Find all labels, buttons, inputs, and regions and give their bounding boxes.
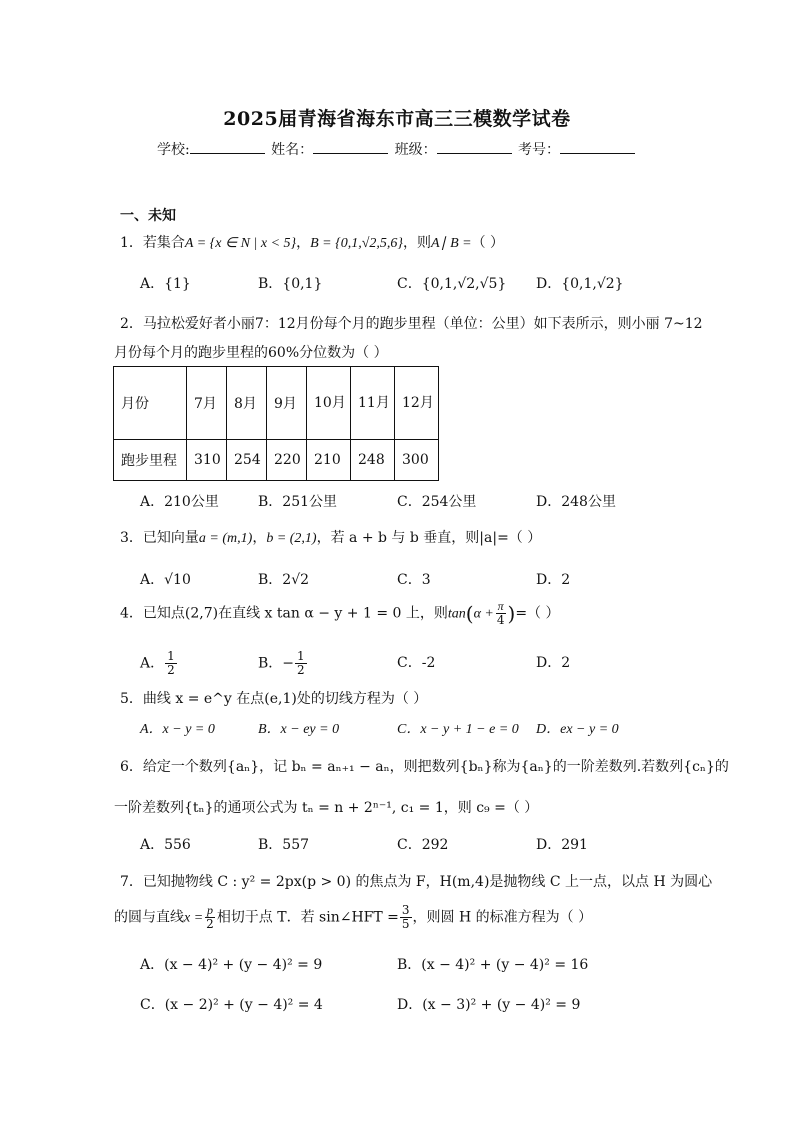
q3-vector-a: a = (m,1)	[198, 531, 253, 546]
q2-option-d[interactable]: D．248公里	[536, 494, 616, 510]
q4-option-d[interactable]: D．2	[536, 655, 571, 671]
q4-option-b[interactable]	[258, 650, 308, 677]
page-title: 2025届青海省海东市高三三模数学试卷	[223, 108, 571, 130]
q3-option-c[interactable]: C．3	[397, 572, 431, 588]
q1-option-a[interactable]: A．{1}	[140, 276, 191, 292]
question-1	[120, 232, 504, 252]
table-cell: 9月	[267, 367, 307, 440]
table-cell: 7月	[187, 367, 227, 440]
q4-option-b-frac	[295, 650, 307, 677]
table-cell: 10月	[307, 367, 351, 440]
table-cell: 310	[187, 440, 227, 481]
question-5: 5．曲线 x = e^y 在点(e,1)处的切线方程为（ ）	[120, 691, 428, 707]
table-row	[114, 440, 439, 481]
name-label: 姓名：	[271, 142, 314, 158]
table-cell: 月份	[114, 367, 187, 440]
frac-num: 1	[297, 649, 305, 663]
q1-option-b[interactable]: B．{0,1}	[258, 276, 323, 292]
q4-alpha-plus: α +	[473, 606, 494, 622]
q4-option-b-label: B．−	[258, 655, 295, 672]
q7-line2-pre: 的圆与直线	[114, 909, 184, 926]
q4-four: 4	[496, 613, 505, 627]
frac-den: 2	[297, 663, 305, 677]
q7-option-c[interactable]: C．(x − 2)² + (y − 4)² = 4	[140, 997, 323, 1013]
q7-p-over-2	[204, 904, 216, 931]
frac-num: 1	[167, 649, 175, 663]
q1-then: ，则	[403, 235, 432, 251]
q1-sep: ，	[296, 235, 311, 251]
exam-no-label: 考号：	[518, 142, 561, 158]
q4-eq: =（ ）	[515, 605, 560, 622]
exam-no-blank[interactable]	[560, 141, 635, 154]
q1-set-b: B = {0,1,√2,5,6}	[310, 236, 404, 251]
question-3	[120, 527, 541, 547]
frac-den: 5	[401, 917, 410, 931]
q2-option-c[interactable]: C．254公里	[397, 494, 477, 510]
q6-option-a[interactable]: A．556	[140, 837, 191, 853]
frac-num: 3	[401, 903, 410, 917]
q1-set-a: A = {x ∈ N | x < 5}	[184, 236, 297, 251]
q7-option-d[interactable]: D．(x − 3)² + (y − 4)² = 9	[397, 997, 581, 1013]
q4-option-a[interactable]	[140, 650, 178, 677]
q3-vector-b: b = (2,1)	[266, 531, 317, 546]
q7-x-eq: x =	[184, 910, 204, 926]
q6-line-2: 一阶差数列{tₙ}的通项公式为 tₙ = n + 2ⁿ⁻¹, c₁ = 1，则 c₉ =（ ）	[114, 800, 539, 816]
question-4	[120, 600, 560, 627]
q7-line2-mid: 相切于点 T．若 sin∠HFT =	[216, 909, 399, 926]
frac-den: 2	[167, 663, 175, 677]
q4-paren-close: )	[507, 601, 516, 626]
q4-tan: tan	[447, 606, 466, 622]
q7-line-1: 7．已知抛物线 C : y² = 2px(p > 0) 的焦点为 F，H(m,4)是抛物线 C 上一点，以点 H 为圆心	[120, 874, 713, 890]
q5-option-a[interactable]: A．x − y = 0	[140, 722, 215, 737]
q6-option-b[interactable]: B．557	[258, 837, 310, 853]
q3-option-b[interactable]: B．2√2	[258, 572, 310, 588]
mileage-table	[113, 366, 439, 481]
q2-line-2: 月份每个月的跑步里程的60%分位数为（ ）	[114, 345, 388, 361]
q2-option-b[interactable]: B．251公里	[258, 494, 338, 510]
table-cell: 254	[227, 440, 267, 481]
table-cell: 11月	[351, 367, 395, 440]
frac-den: 2	[206, 917, 214, 931]
table-cell: 跑步里程	[114, 440, 187, 481]
q3-sep: ，	[252, 530, 267, 546]
q3-condition: ，若 a + b 与 b 垂直，则|a|=（ ）	[316, 530, 542, 546]
q7-three-fifths	[400, 904, 412, 931]
table-cell: 220	[267, 440, 307, 481]
q4-stem: 4．已知点(2,7)在直线 x tan α − y + 1 = 0 上，则	[120, 605, 448, 622]
q7-line-2	[114, 904, 592, 931]
table-cell: 300	[395, 440, 439, 481]
q2-option-a[interactable]: A．210公里	[140, 494, 219, 510]
info-fields	[0, 139, 794, 159]
q7-option-a[interactable]: A．(x − 4)² + (y − 4)² = 9	[140, 957, 323, 973]
table-cell: 8月	[227, 367, 267, 440]
school-blank[interactable]	[190, 141, 265, 154]
q7-option-b[interactable]: B．(x − 4)² + (y − 4)² = 16	[397, 957, 589, 973]
table-cell: 210	[307, 440, 351, 481]
q7-line2-end: ，则圆 H 的标准方程为（ ）	[412, 909, 593, 926]
q6-option-c[interactable]: C．292	[397, 837, 449, 853]
q5-option-d[interactable]: D．ex − y = 0	[536, 722, 619, 737]
q1-stem: 1．若集合	[120, 235, 185, 251]
class-blank[interactable]	[437, 141, 512, 154]
q1-option-c[interactable]: C．{0,1,√2,√5}	[397, 276, 507, 292]
name-blank[interactable]	[313, 141, 388, 154]
q6-option-d[interactable]: D．291	[536, 837, 588, 853]
q1-option-d[interactable]: D．{0,1,√2}	[536, 276, 624, 292]
table-row	[114, 367, 439, 440]
q2-line-1: 2．马拉松爱好者小丽7：12月份每个月的跑步里程（单位：公里）如下表所示，则小丽 7~12	[120, 316, 703, 332]
q4-paren-open: (	[465, 601, 474, 626]
table-cell: 248	[351, 440, 395, 481]
q1-expr: A∣ B =	[431, 236, 472, 251]
q4-pi: π	[497, 599, 504, 613]
q6-line-1: 6．给定一个数列{aₙ}，记 bₙ = aₙ₊₁ − aₙ，则把数列{bₙ}称为{aₙ}的一阶差数列.若数列{cₙ}的	[120, 759, 729, 775]
q4-pi-over-4	[495, 600, 507, 627]
frac-num: p	[206, 903, 213, 917]
section-heading: 一、未知	[120, 208, 176, 224]
q1-paren: （ ）	[471, 235, 505, 251]
q3-stem: 3．已知向量	[120, 530, 199, 546]
class-label: 班级：	[394, 142, 437, 158]
q5-option-c[interactable]: C．x − y + 1 − e = 0	[397, 722, 519, 737]
school-label: 学校:	[156, 142, 190, 158]
q5-option-b[interactable]: B．x − ey = 0	[258, 722, 340, 737]
q3-option-a[interactable]: A．√10	[140, 572, 191, 588]
q4-option-c[interactable]: C．-2	[397, 655, 436, 671]
table-cell: 12月	[395, 367, 439, 440]
q4-option-a-frac	[165, 650, 177, 677]
q3-option-d[interactable]: D．2	[536, 572, 571, 588]
q4-option-a-label: A．	[140, 655, 165, 672]
